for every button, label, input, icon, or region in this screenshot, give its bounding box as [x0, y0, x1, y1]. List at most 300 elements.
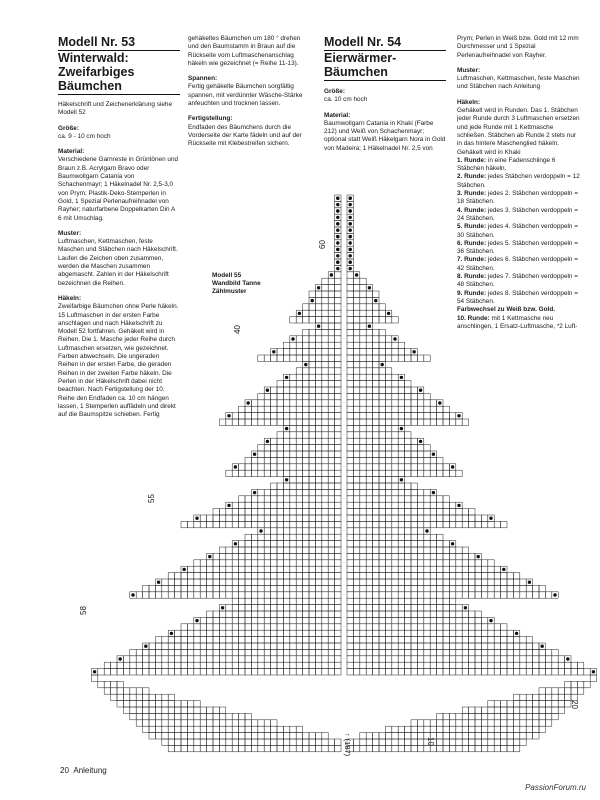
chart-cell	[571, 688, 577, 694]
chart-cell	[251, 720, 257, 726]
chart-cell	[328, 361, 334, 367]
chart-cell	[430, 547, 436, 553]
chart-cell	[213, 579, 219, 585]
chart-cell	[430, 624, 436, 630]
chart-cell	[136, 720, 142, 726]
chart-cell	[232, 502, 238, 508]
chart-cell	[328, 349, 334, 355]
chart-cell	[430, 649, 436, 655]
chart-cell	[168, 701, 174, 707]
chart-cell	[322, 323, 328, 329]
chart-cell	[379, 669, 385, 675]
chart-cell	[347, 496, 353, 502]
chart-cell	[392, 547, 398, 553]
chart-cell	[290, 611, 296, 617]
chart-cell	[264, 496, 270, 502]
chart-cell	[232, 509, 238, 515]
chart-cell	[366, 393, 372, 399]
chart-cell	[437, 496, 443, 502]
chart-cell	[481, 726, 487, 732]
chart-cell	[245, 541, 251, 547]
chart-cell	[251, 726, 257, 732]
chart-cell	[392, 483, 398, 489]
chart-cell	[143, 592, 149, 598]
chart-cell	[430, 457, 436, 463]
chart-cell	[494, 630, 500, 636]
chart-cell	[398, 656, 404, 662]
chart-cell	[303, 438, 309, 444]
chart-cell	[207, 560, 213, 566]
chart-cell	[239, 406, 245, 412]
chart-cell	[232, 547, 238, 553]
chart-cell	[239, 643, 245, 649]
chart-cell	[456, 547, 462, 553]
chart-cell	[353, 451, 359, 457]
chart-cell	[347, 611, 353, 617]
chart-cell	[175, 720, 181, 726]
chart-cell	[162, 701, 168, 707]
chart-stitch-dot	[119, 657, 122, 660]
chart-cell	[462, 521, 468, 527]
chart-cell	[271, 502, 277, 508]
chart-cell	[462, 726, 468, 732]
chart-cell	[443, 464, 449, 470]
chart-cell	[469, 617, 475, 623]
chart-cell	[360, 585, 366, 591]
chart-cell	[264, 406, 270, 412]
chart-cell	[392, 393, 398, 399]
chart-cell	[533, 643, 539, 649]
chart-stitch-dot	[393, 337, 396, 340]
chart-cell	[373, 329, 379, 335]
chart-cell	[379, 470, 385, 476]
chart-cell	[360, 451, 366, 457]
chart-cell	[462, 592, 468, 598]
chart-cell	[283, 637, 289, 643]
round-label: 10. Runde:	[457, 314, 490, 322]
chart-cell	[392, 445, 398, 451]
chart-cell	[245, 496, 251, 502]
chart-cell	[130, 688, 136, 694]
chart-cell	[533, 726, 539, 732]
chart-cell	[405, 637, 411, 643]
chart-stitch-dot	[336, 203, 339, 206]
chart-cell	[411, 669, 417, 675]
chart-cell	[424, 547, 430, 553]
chart-cell	[290, 470, 296, 476]
chart-cell	[488, 733, 494, 739]
chart-cell	[335, 323, 341, 329]
chart-cell	[219, 624, 225, 630]
chart-cell	[303, 317, 309, 323]
chart-cell	[392, 745, 398, 751]
chart-cell	[143, 707, 149, 713]
chart-cell	[513, 656, 519, 662]
chart-cell	[417, 419, 423, 425]
chart-cell	[290, 349, 296, 355]
chart-cell	[507, 579, 513, 585]
chart-cell	[443, 585, 449, 591]
chart-cell	[226, 560, 232, 566]
chart-cell	[353, 291, 359, 297]
chart-cell	[328, 406, 334, 412]
chart-cell	[335, 592, 341, 598]
chart-cell	[385, 541, 391, 547]
chart-cell	[283, 541, 289, 547]
chart-cell	[239, 579, 245, 585]
chart-cell	[111, 694, 117, 700]
chart-cell	[366, 470, 372, 476]
chart-cell	[424, 393, 430, 399]
chart-cell	[315, 579, 321, 585]
chart-cell	[271, 521, 277, 527]
chart-cell	[353, 361, 359, 367]
chart-cell	[539, 688, 545, 694]
chart-stitch-dot	[349, 241, 352, 244]
chart-cell	[136, 592, 142, 598]
chart-cell	[277, 406, 283, 412]
chart-cell	[469, 707, 475, 713]
chart-cell	[213, 617, 219, 623]
chart-cell	[226, 649, 232, 655]
chart-cell	[347, 304, 353, 310]
chart-cell	[360, 611, 366, 617]
chart-cell	[353, 483, 359, 489]
chart-cell	[213, 733, 219, 739]
chart-cell	[411, 393, 417, 399]
chart-cell	[366, 528, 372, 534]
chart-cell	[271, 745, 277, 751]
chart-cell	[303, 310, 309, 316]
chart-cell	[271, 393, 277, 399]
chart-cell	[245, 406, 251, 412]
chart-stitch-dot	[234, 465, 237, 468]
chart-cell	[392, 662, 398, 668]
chart-cell	[213, 509, 219, 515]
chart-cell	[398, 381, 404, 387]
chart-cell	[322, 278, 328, 284]
chart-cell	[283, 643, 289, 649]
chart-cell	[430, 496, 436, 502]
chart-cell	[296, 515, 302, 521]
chart-cell	[277, 617, 283, 623]
chart-cell	[437, 413, 443, 419]
chart-cell	[353, 592, 359, 598]
chart-cell	[155, 733, 161, 739]
chart-cell	[200, 630, 206, 636]
chart-cell	[296, 617, 302, 623]
chart-cell	[437, 521, 443, 527]
chart-cell	[271, 649, 277, 655]
chart-cell	[175, 733, 181, 739]
chart-cell	[213, 745, 219, 751]
chart-cell	[232, 745, 238, 751]
chart-cell	[149, 713, 155, 719]
chart-cell	[353, 387, 359, 393]
chart-cell	[513, 669, 519, 675]
chart-cell	[373, 387, 379, 393]
chart-cell	[335, 489, 341, 495]
chart-cell	[449, 509, 455, 515]
chart-cell	[385, 669, 391, 675]
chart-cell	[526, 733, 532, 739]
chart-cell	[379, 515, 385, 521]
chart-cell	[462, 579, 468, 585]
chart-cell	[136, 701, 142, 707]
chart-cell	[385, 509, 391, 515]
chart-cell	[417, 624, 423, 630]
chart-cell	[328, 656, 334, 662]
chart-cell	[258, 464, 264, 470]
chart-cell	[430, 521, 436, 527]
chart-cell	[200, 669, 206, 675]
chart-cell	[328, 515, 334, 521]
chart-cell	[373, 585, 379, 591]
chart-cell	[379, 329, 385, 335]
chart-cell	[353, 528, 359, 534]
chart-cell	[277, 355, 283, 361]
chart-cell	[405, 445, 411, 451]
chart-cell	[328, 617, 334, 623]
chart-cell	[373, 739, 379, 745]
chart-cell	[200, 515, 206, 521]
chart-cell	[411, 483, 417, 489]
chart-cell	[437, 720, 443, 726]
chart-cell	[366, 605, 372, 611]
chart-cell	[417, 553, 423, 559]
chart-cell	[353, 560, 359, 566]
chart-cell	[315, 336, 321, 342]
chart-cell	[360, 438, 366, 444]
chart-cell	[385, 515, 391, 521]
chart-cell	[417, 451, 423, 457]
chart-cell	[277, 592, 283, 598]
chart-cell	[347, 464, 353, 470]
chart-cell	[411, 521, 417, 527]
chart-cell	[424, 419, 430, 425]
chart-cell	[258, 605, 264, 611]
chart-cell	[417, 541, 423, 547]
chart-cell	[322, 438, 328, 444]
chart-cell	[379, 547, 385, 553]
chart-cell	[379, 419, 385, 425]
chart-cell	[462, 585, 468, 591]
chart-cell	[366, 291, 372, 297]
chart-cell	[353, 464, 359, 470]
chart-cell	[309, 304, 315, 310]
chart-cell	[443, 566, 449, 572]
chart-cell	[520, 656, 526, 662]
chart-cell	[430, 669, 436, 675]
chart-cell	[245, 566, 251, 572]
chart-cell	[347, 278, 353, 284]
chart-cell	[430, 566, 436, 572]
chart-cell	[353, 355, 359, 361]
chart-cell	[251, 739, 257, 745]
chart-cell	[507, 637, 513, 643]
chart-cell	[264, 566, 270, 572]
chart-cell	[315, 669, 321, 675]
chart-cell	[194, 701, 200, 707]
chart-cell	[443, 521, 449, 527]
chart-cell	[398, 509, 404, 515]
chart-cell	[251, 515, 257, 521]
chart-cell	[303, 733, 309, 739]
chart-cell	[520, 643, 526, 649]
chart-cell	[239, 515, 245, 521]
chart-cell	[398, 611, 404, 617]
chart-cell	[405, 406, 411, 412]
chart-cell	[449, 419, 455, 425]
chart-cell	[533, 656, 539, 662]
chart-cell	[296, 579, 302, 585]
chart-cell	[353, 393, 359, 399]
chart-cell	[475, 739, 481, 745]
chart-cell	[143, 662, 149, 668]
chart-cell	[168, 733, 174, 739]
chart-cell	[232, 553, 238, 559]
chart-cell	[283, 521, 289, 527]
chart-cell	[168, 656, 174, 662]
chart-cell	[143, 726, 149, 732]
chart-cell	[322, 547, 328, 553]
chart-cell	[322, 381, 328, 387]
chart-cell	[373, 406, 379, 412]
chart-cell	[481, 521, 487, 527]
chart-cell	[322, 579, 328, 585]
chart-cell	[398, 342, 404, 348]
chart-cell	[366, 329, 372, 335]
chart-cell	[417, 592, 423, 598]
chart-cell	[245, 585, 251, 591]
chart-cell	[181, 745, 187, 751]
chart-cell	[335, 304, 341, 310]
chart-cell	[366, 317, 372, 323]
chart-cell	[213, 643, 219, 649]
chart-cell	[398, 662, 404, 668]
chart-cell	[392, 451, 398, 457]
chart-cell	[136, 713, 142, 719]
chart-cell	[411, 457, 417, 463]
chart-cell	[411, 489, 417, 495]
chart-cell	[475, 637, 481, 643]
chart-cell	[258, 445, 264, 451]
chart-cell	[277, 637, 283, 643]
chart-cell	[245, 643, 251, 649]
chart-cell	[296, 637, 302, 643]
chart-cell	[379, 630, 385, 636]
chart-cell	[462, 624, 468, 630]
chart-cell	[322, 355, 328, 361]
chart-cell	[219, 566, 225, 572]
chart-cell	[219, 553, 225, 559]
chart-cell	[366, 560, 372, 566]
chart-cell	[251, 611, 257, 617]
chart-cell	[328, 489, 334, 495]
chart-cell	[322, 656, 328, 662]
chart-cell	[577, 669, 583, 675]
chart-cell	[290, 464, 296, 470]
chart-cell	[309, 342, 315, 348]
chart-cell	[405, 509, 411, 515]
chart-stitch-dot	[208, 555, 211, 558]
chart-cell	[366, 745, 372, 751]
chart-cell	[283, 381, 289, 387]
chart-cell	[335, 656, 341, 662]
chart-cell	[443, 579, 449, 585]
chart-stitch-dot	[144, 645, 147, 648]
chart-cell	[392, 509, 398, 515]
chart-cell	[366, 611, 372, 617]
chart-cell	[430, 553, 436, 559]
chart-cell	[117, 662, 123, 668]
chart-cell	[175, 707, 181, 713]
chart-cell	[526, 726, 532, 732]
chart-cell	[360, 425, 366, 431]
chart-cell	[353, 278, 359, 284]
chart-cell	[296, 553, 302, 559]
chart-cell	[296, 656, 302, 662]
chart-cell	[398, 445, 404, 451]
chart-cell	[360, 291, 366, 297]
chart-cell	[322, 285, 328, 291]
chart-cell	[437, 573, 443, 579]
chart-cell	[379, 585, 385, 591]
chart-cell	[360, 278, 366, 284]
chart-cell	[507, 592, 513, 598]
chart-cell	[379, 336, 385, 342]
chart-cell	[322, 317, 328, 323]
chart-cell	[456, 649, 462, 655]
chart-cell	[501, 720, 507, 726]
chart-cell	[104, 688, 110, 694]
chart-cell	[443, 624, 449, 630]
chart-cell	[335, 355, 341, 361]
chart-cell	[219, 637, 225, 643]
chart-cell	[520, 713, 526, 719]
chart-cell	[520, 649, 526, 655]
chart-cell	[200, 713, 206, 719]
chart-cell	[181, 521, 187, 527]
chart-cell	[271, 669, 277, 675]
chart-cell	[130, 649, 136, 655]
chart-cell	[539, 720, 545, 726]
chart-cell	[494, 573, 500, 579]
chart-cell	[181, 573, 187, 579]
chart-cell	[251, 566, 257, 572]
chart-cell	[213, 713, 219, 719]
chart-cell	[309, 669, 315, 675]
chart-cell	[430, 598, 436, 604]
chart-cell	[475, 592, 481, 598]
chart-cell	[398, 489, 404, 495]
chart-cell	[392, 669, 398, 675]
chart-cell	[545, 649, 551, 655]
chart-cell	[200, 726, 206, 732]
chart-cell	[328, 470, 334, 476]
chart-cell	[379, 649, 385, 655]
chart-cell	[271, 541, 277, 547]
chart-cell	[385, 393, 391, 399]
chart-cell	[328, 355, 334, 361]
chart-cell	[303, 573, 309, 579]
chart-cell	[181, 662, 187, 668]
chart-cell	[155, 643, 161, 649]
chart-cell	[347, 502, 353, 508]
chart-cell	[533, 713, 539, 719]
chart-cell	[322, 489, 328, 495]
chart-cell	[239, 662, 245, 668]
